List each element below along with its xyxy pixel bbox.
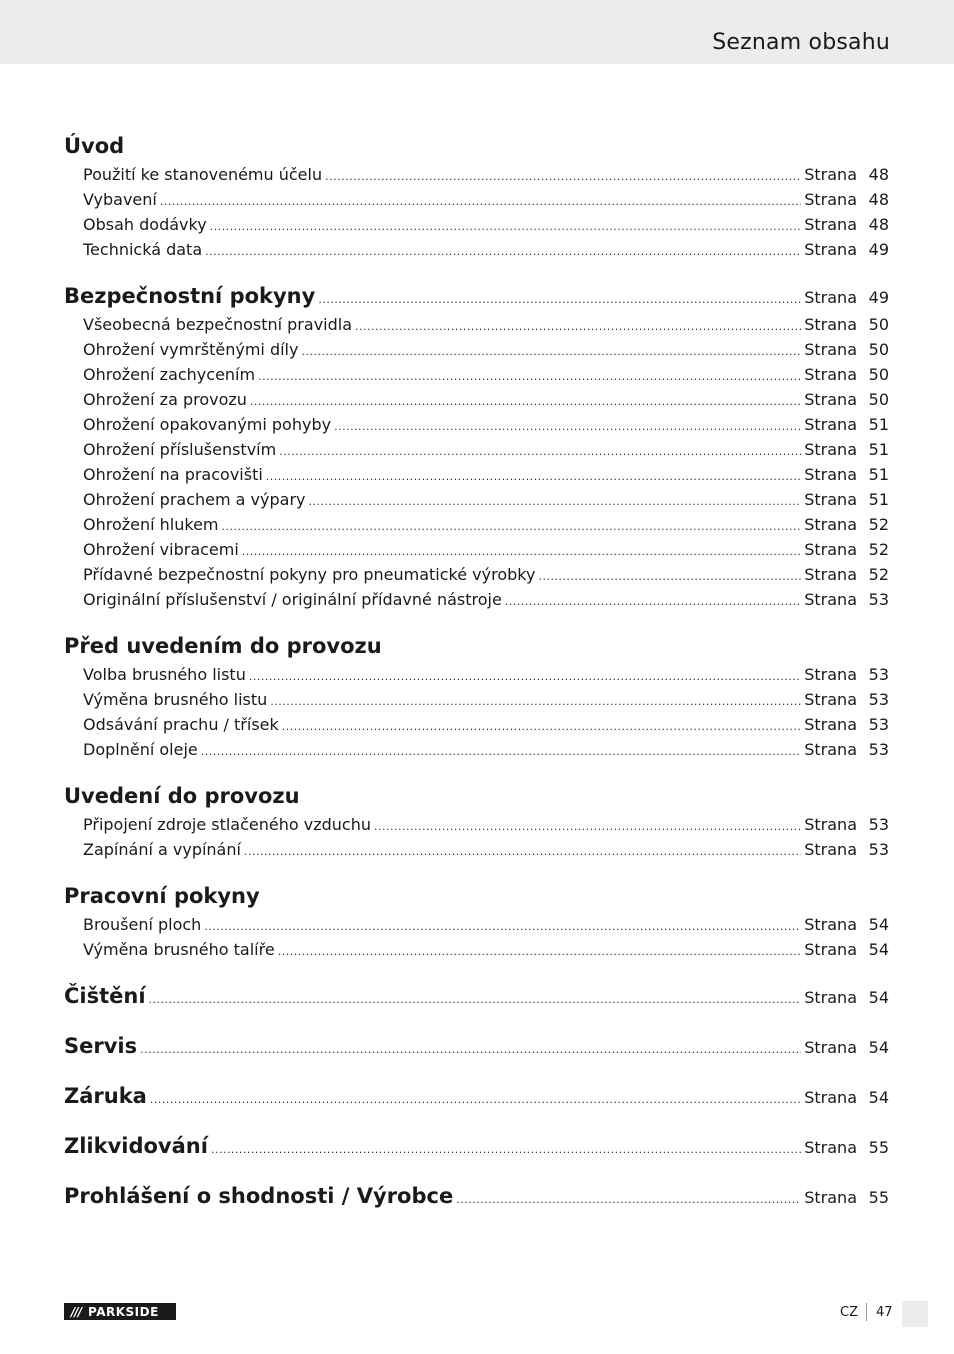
table-of-contents xyxy=(64,130,889,1212)
page-word: Strana xyxy=(804,165,857,184)
page-number: 55 xyxy=(868,1188,889,1207)
dot-leader xyxy=(205,239,801,264)
toc-section-servis xyxy=(64,1030,889,1062)
page-word: Strana xyxy=(804,215,857,234)
toc-entry-label: Obsah dodávky xyxy=(83,215,207,234)
toc-entry[interactable] xyxy=(64,812,889,837)
section-title: Servis xyxy=(64,1034,138,1058)
section-title: Záruka xyxy=(64,1084,147,1108)
toc-entry[interactable] xyxy=(64,512,889,537)
toc-entry-label: Ohrožení opakovanými pohyby xyxy=(83,415,332,434)
toc-section-pracovni xyxy=(64,880,889,912)
toc-entry-label: Technická data xyxy=(83,240,203,259)
page-word: Strana xyxy=(804,315,857,334)
page-word: Strana xyxy=(804,1038,857,1057)
dot-leader xyxy=(210,214,802,239)
toc-entry-label: Doplnění oleje xyxy=(83,740,198,759)
toc-section-uvedeni xyxy=(64,780,889,812)
page-word: Strana xyxy=(804,515,857,534)
section-title: Prohlášení o shodnosti / Výrobce xyxy=(64,1184,454,1208)
page-word: Strana xyxy=(804,415,857,434)
section-title: Uvedení do provozu xyxy=(64,784,300,808)
toc-entry-label: Ohrožení vibracemi xyxy=(83,540,239,559)
toc-section-entry[interactable] xyxy=(64,1180,889,1212)
page-number: 51 xyxy=(868,465,889,484)
page-number: 55 xyxy=(868,1138,889,1157)
page-number: 50 xyxy=(868,365,889,384)
dot-leader xyxy=(244,839,801,864)
toc-entry-label: Výměna brusného talíře xyxy=(83,940,275,959)
toc-entry-label: Originální příslušenství / originální přídavné nástroje xyxy=(83,590,502,609)
toc-entry-label: Ohrožení vymrštěnými díly xyxy=(83,340,299,359)
toc-entry-label: Broušení ploch xyxy=(83,915,202,934)
page-word: Strana xyxy=(804,940,857,959)
page-number: 51 xyxy=(868,440,889,459)
page-word: Strana xyxy=(804,340,857,359)
page-number: 48 xyxy=(868,165,889,184)
toc-entry[interactable] xyxy=(64,162,889,187)
page-number: 48 xyxy=(868,215,889,234)
toc-entry-label: Volba brusného listu xyxy=(83,665,246,684)
toc-entry-label: Všeobecná bezpečnostní pravidla xyxy=(83,315,353,334)
section-title: Bezpečnostní pokyny xyxy=(64,284,316,308)
page-number: 49 xyxy=(868,288,889,307)
language-code: CZ xyxy=(840,1305,858,1320)
toc-entry[interactable] xyxy=(64,687,889,712)
dot-leader xyxy=(278,939,802,964)
page-number: 53 xyxy=(868,665,889,684)
dot-leader xyxy=(266,464,801,489)
dot-leader xyxy=(279,439,801,464)
toc-entry[interactable] xyxy=(64,212,889,237)
dot-leader xyxy=(149,984,802,1016)
page-word: Strana xyxy=(804,840,857,859)
page-word: Strana xyxy=(804,440,857,459)
toc-entry[interactable] xyxy=(64,387,889,412)
page-number: 52 xyxy=(868,565,889,584)
page-word: Strana xyxy=(804,1188,857,1207)
toc-section-cisteni xyxy=(64,980,889,1012)
page-word: Strana xyxy=(804,288,857,307)
dot-leader xyxy=(318,284,801,316)
toc-entry[interactable] xyxy=(64,487,889,512)
toc-entry[interactable] xyxy=(64,412,889,437)
toc-entry[interactable] xyxy=(64,587,889,612)
dot-leader xyxy=(270,689,801,714)
dot-leader xyxy=(334,414,801,439)
dot-leader xyxy=(150,1084,801,1116)
page-word: Strana xyxy=(804,740,857,759)
dot-leader xyxy=(211,1134,801,1166)
toc-section-entry[interactable] xyxy=(64,1030,889,1062)
page-number: 51 xyxy=(868,490,889,509)
toc-entry-label: Odsávání prachu / třísek xyxy=(83,715,279,734)
page-number-footer: 47 xyxy=(876,1305,893,1320)
page-word: Strana xyxy=(804,1138,857,1157)
toc-entry[interactable] xyxy=(64,937,889,962)
toc-entry[interactable] xyxy=(64,312,889,337)
toc-entry[interactable] xyxy=(64,712,889,737)
toc-entry-label: Použití ke stanovenému účelu xyxy=(83,165,323,184)
toc-entry[interactable] xyxy=(64,837,889,862)
dot-leader xyxy=(325,164,801,189)
toc-section-entry[interactable] xyxy=(64,980,889,1012)
page-number: 50 xyxy=(868,340,889,359)
toc-entry-label: Ohrožení prachem a výpary xyxy=(83,490,306,509)
page-word: Strana xyxy=(804,690,857,709)
page-word: Strana xyxy=(804,915,857,934)
toc-section-uvod xyxy=(64,130,889,162)
dot-leader xyxy=(249,664,801,689)
dot-leader xyxy=(505,589,801,614)
page-word: Strana xyxy=(804,815,857,834)
toc-entry[interactable] xyxy=(64,737,889,762)
page-word: Strana xyxy=(804,1088,857,1107)
logo-stripes-icon: /// xyxy=(70,1304,82,1319)
dot-leader xyxy=(242,539,801,564)
page-number: 54 xyxy=(868,940,889,959)
page-word: Strana xyxy=(804,465,857,484)
page-number: 52 xyxy=(868,515,889,534)
toc-section-entry[interactable] xyxy=(64,1130,889,1162)
page-number: 54 xyxy=(868,1038,889,1057)
page-word: Strana xyxy=(804,365,857,384)
dot-leader xyxy=(250,389,801,414)
toc-entry[interactable] xyxy=(64,662,889,687)
footer-divider xyxy=(866,1303,867,1321)
toc-entry-label: Ohrožení za provozu xyxy=(83,390,247,409)
toc-entry[interactable] xyxy=(64,562,889,587)
page-number: 52 xyxy=(868,540,889,559)
dot-leader xyxy=(258,364,801,389)
page-number: 54 xyxy=(868,988,889,1007)
toc-section-pred-uvedenim xyxy=(64,630,889,662)
toc-entry-label: Výměna brusného listu xyxy=(83,690,268,709)
page-word: Strana xyxy=(804,240,857,259)
footer-tab-marker xyxy=(902,1301,928,1327)
dot-leader xyxy=(301,339,801,364)
logo-text: PARKSIDE xyxy=(88,1304,159,1319)
page-word: Strana xyxy=(804,540,857,559)
section-title: Před uvedením do provozu xyxy=(64,634,382,658)
toc-entry[interactable] xyxy=(64,237,889,262)
page-number: 49 xyxy=(868,240,889,259)
section-title: Úvod xyxy=(64,134,125,158)
parkside-logo xyxy=(64,1303,176,1320)
page-word: Strana xyxy=(804,490,857,509)
toc-entry[interactable] xyxy=(64,337,889,362)
page-number: 53 xyxy=(868,590,889,609)
page-number: 53 xyxy=(868,715,889,734)
toc-section-entry[interactable] xyxy=(64,280,889,312)
page-number: 53 xyxy=(868,815,889,834)
page-number: 48 xyxy=(868,190,889,209)
toc-entry[interactable] xyxy=(64,462,889,487)
toc-entry-label: Vybavení xyxy=(83,190,157,209)
toc-entry[interactable] xyxy=(64,437,889,462)
toc-entry-label: Ohrožení příslušenstvím xyxy=(83,440,277,459)
toc-entry-label: Ohrožení hlukem xyxy=(83,515,219,534)
dot-leader xyxy=(204,914,801,939)
dot-leader xyxy=(309,489,802,514)
page-number: 54 xyxy=(868,915,889,934)
page-number: 53 xyxy=(868,690,889,709)
page-word: Strana xyxy=(804,988,857,1007)
section-title: Čištění xyxy=(64,984,146,1008)
page-number: 50 xyxy=(868,315,889,334)
page-number: 51 xyxy=(868,415,889,434)
section-title: Pracovní pokyny xyxy=(64,884,260,908)
page-word: Strana xyxy=(804,715,857,734)
toc-entry-label: Zapínání a vypínání xyxy=(83,840,241,859)
toc-entry-label: Ohrožení na pracovišti xyxy=(83,465,263,484)
toc-entry[interactable] xyxy=(64,912,889,937)
toc-entry[interactable] xyxy=(64,187,889,212)
toc-section-zaruka xyxy=(64,1080,889,1112)
toc-section-bezpecnost xyxy=(64,280,889,312)
toc-entry[interactable] xyxy=(64,537,889,562)
page-word: Strana xyxy=(804,390,857,409)
dot-leader xyxy=(222,514,802,539)
page-number: 50 xyxy=(868,390,889,409)
page-number: 53 xyxy=(868,740,889,759)
toc-section-entry[interactable] xyxy=(64,1080,889,1112)
dot-leader xyxy=(160,189,801,214)
dot-leader xyxy=(201,739,802,764)
page-title: Seznam obsahu xyxy=(712,30,890,55)
page-word: Strana xyxy=(804,190,857,209)
toc-section-prohlaseni xyxy=(64,1180,889,1212)
toc-entry-label: Připojení zdroje stlačeného vzduchu xyxy=(83,815,371,834)
dot-leader xyxy=(355,314,801,339)
page-word: Strana xyxy=(804,565,857,584)
dot-leader xyxy=(140,1034,801,1066)
toc-entry-label: Přídavné bezpečnostní pokyny pro pneumatické výrobky xyxy=(83,565,536,584)
toc-entry[interactable] xyxy=(64,362,889,387)
dot-leader xyxy=(538,564,801,589)
dot-leader xyxy=(456,1184,801,1216)
dot-leader xyxy=(282,714,801,739)
dot-leader xyxy=(374,814,801,839)
page-word: Strana xyxy=(804,590,857,609)
page-word: Strana xyxy=(804,665,857,684)
page-number: 54 xyxy=(868,1088,889,1107)
toc-section-zlikvidovani xyxy=(64,1130,889,1162)
toc-entry-label: Ohrožení zachycením xyxy=(83,365,256,384)
page-number: 53 xyxy=(868,840,889,859)
section-title: Zlikvidování xyxy=(64,1134,208,1158)
